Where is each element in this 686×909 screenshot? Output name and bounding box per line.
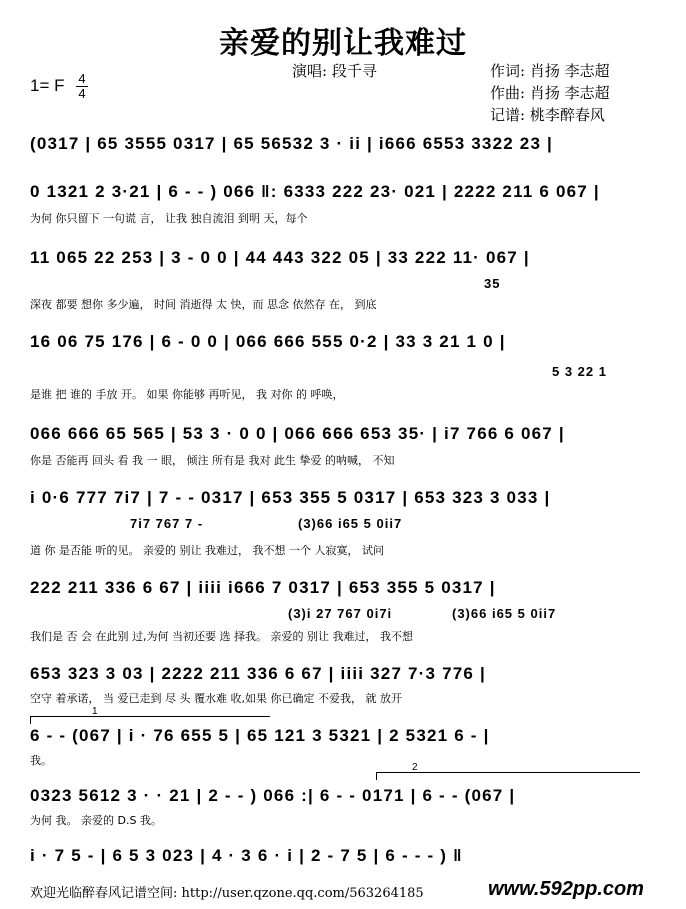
- score-row: 222 211 336 6 67 | iiii i666 7 0317 | 653 355 5 0317 |: [30, 578, 496, 597]
- transcriber-credit: 记谱: 桃李醉春风: [490, 106, 605, 124]
- song-title: 亲爱的别让我难过: [219, 26, 467, 61]
- harmony-notes: (3)66 i65 5 0ii7: [298, 516, 403, 531]
- lyric-row: 你是 否能再 回头 看 我 一 眼， 倾注 所有是 我对 此生 挚爱 的呐喊， 不知: [30, 454, 395, 467]
- lyric-row: 为何 你只留下 一句谎 言， 让我 独自流泪 到明 天，每个: [30, 212, 308, 225]
- first-ending-bracket: [30, 716, 270, 717]
- harmony-notes: (3)i 27 767 0i7i: [288, 606, 393, 621]
- lyric-row: 是谁 把 谁的 手放 开。 如果 你能够 再听见， 我 对你 的 呼唤，: [30, 388, 344, 401]
- harmony-notes: 35: [484, 276, 501, 291]
- key-signature: 1= F: [30, 76, 65, 95]
- lyric-row: 深夜 都要 想你 多少遍， 时间 消逝得 太 快，而 思念 依然存 在， 到底: [30, 298, 377, 311]
- lyric-row: 空守 着承诺， 当 爱已走到 尽 头 覆水难 收,如果 你已确定 不爱我， 就 放开: [30, 692, 402, 705]
- time-signature-numerator: 4: [78, 71, 86, 86]
- site-watermark: www.592pp.com: [488, 878, 644, 900]
- harmony-notes: 5 3 22 1: [552, 364, 607, 379]
- first-ending-bracket-edge: [30, 716, 31, 724]
- composer-credit: 作曲: 肖扬 李志超: [490, 84, 610, 102]
- lyric-row: 道 你 是否能 听的见。 亲爱的 别让 我难过， 我不想 一个 人寂寞， 试问: [30, 544, 384, 557]
- score-row: 11 065 22 253 | 3 - 0 0 | 44 443 322 05 | 33 222 11· 067 |: [30, 248, 530, 267]
- score-row: 066 666 65 565 | 53 3 · 0 0 | 066 666 653 35· | i7 766 6 067 |: [30, 424, 565, 443]
- score-row: 0323 5612 3 · · 21 | 2 - - ) 066 :| 6 - - 0171 | 6 - - (067 |: [30, 786, 516, 805]
- harmony-notes: (3)66 i65 5 0ii7: [452, 606, 557, 621]
- score-row: 653 323 3 03 | 2222 211 336 6 67 | iiii 327 7·3 776 |: [30, 664, 486, 683]
- lyricist-credit: 作词: 肖扬 李志超: [490, 62, 610, 80]
- second-ending-number: 2: [412, 762, 418, 773]
- harmony-notes: 7i7 767 7 -: [130, 516, 204, 531]
- lyric-row: 我们是 否 会 在此别 过,为何 当初还要 选 择我。 亲爱的 别让 我难过， 我不想: [30, 630, 413, 643]
- score-row: 6 - - (067 | i · 76 655 5 | 65 121 3 5321 | 2 5321 6 - |: [30, 726, 490, 745]
- time-signature-denominator: 4: [76, 86, 88, 100]
- footer-credit: 欢迎光临醉春风记谱空间: http://user.qzone.qq.com/563264185: [30, 886, 424, 901]
- singer-credit: 演唱: 段千寻: [292, 62, 377, 80]
- score-row: i 0·6 777 7i7 | 7 - - 0317 | 653 355 5 0317 | 653 323 3 033 |: [30, 488, 551, 507]
- score-row: (0317 | 65 3555 0317 | 65 56532 3 · ii | i666 6553 3322 23 |: [30, 134, 553, 153]
- score-row: 16 06 75 176 | 6 - 0 0 | 066 666 555 0·2 | 33 3 21 1 0 |: [30, 332, 506, 351]
- first-ending-number: 1: [92, 706, 98, 717]
- lyric-row: 为何 我。 亲爱的 D.S 我。: [30, 814, 162, 827]
- lyric-row: 我。: [30, 754, 52, 767]
- score-row: i · 7 5 - | 6 5 3 023 | 4 · 3 6 · i | 2 - 7 5 | 6 - - - ) ‖: [30, 846, 463, 865]
- score-row: 0 1321 2 3·21 | 6 - - ) 066 ‖: 6333 222 23· 021 | 2222 211 6 067 |: [30, 182, 600, 201]
- second-ending-bracket-edge: [376, 772, 377, 780]
